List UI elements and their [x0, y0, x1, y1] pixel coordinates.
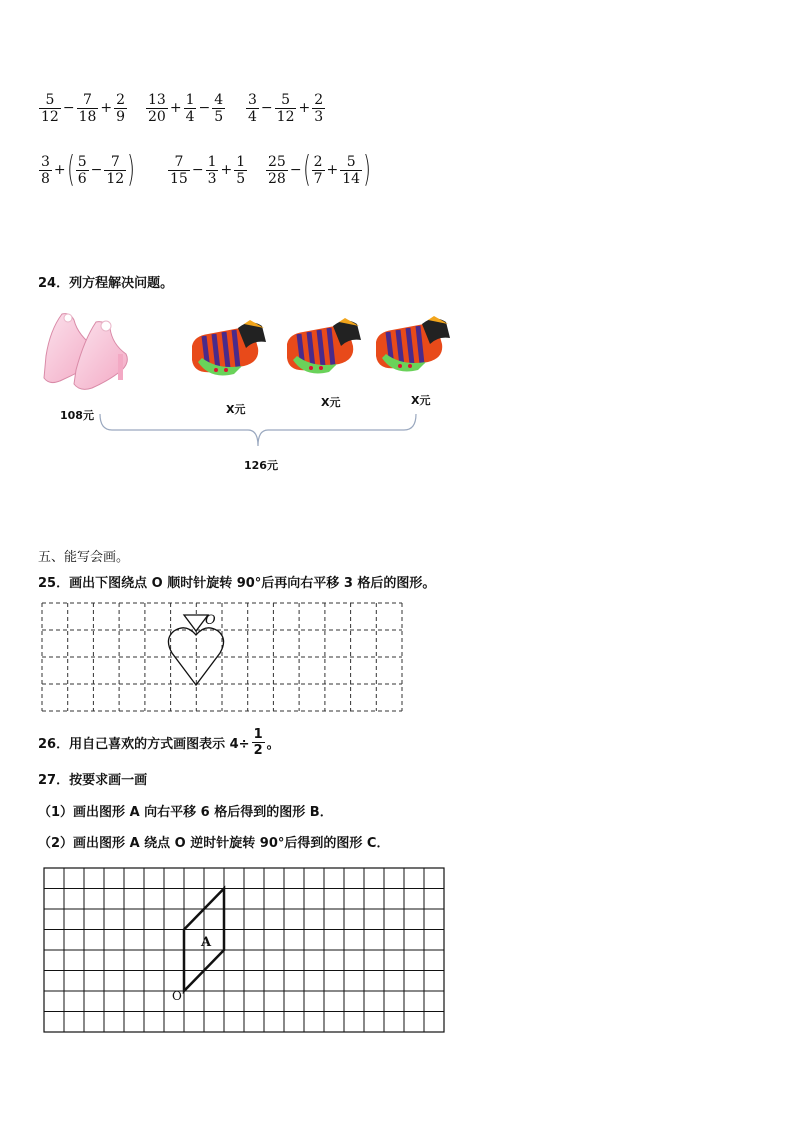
socks-image-1 [188, 318, 270, 380]
fraction: $\frac{5}{12}$ [276, 91, 295, 125]
q25-point-o-label: O [205, 613, 216, 628]
expression-5 [167, 148, 248, 192]
fraction: $\frac{2}{3}$ [314, 91, 324, 125]
question-27-part-2: （2）画出图形 A 绕点 O 逆时针旋转 90°后得到的图形 C． [38, 836, 390, 851]
fraction: $\frac{3}{4}$ [248, 91, 257, 125]
fraction: $\frac{13}{20}$ [148, 91, 166, 125]
operator: + [100, 100, 113, 116]
expression-3 [245, 86, 326, 130]
fraction: $\frac{1}{5}$ [236, 153, 246, 187]
fraction: $\frac{25}{28}$ [268, 153, 286, 187]
fraction: $\frac{5}{6}$ [77, 153, 87, 187]
fraction: $\frac{2}{9}$ [116, 91, 126, 125]
fraction: $\frac{2}{7}$ [313, 153, 323, 187]
operator: − [260, 100, 273, 116]
operator: − [90, 162, 103, 178]
expression-6 [265, 148, 371, 192]
fraction: $\frac{3}{8}$ [41, 153, 50, 187]
operator: − [62, 100, 75, 116]
curly-brace [98, 412, 420, 450]
operator: + [326, 162, 339, 178]
total-price-label: 126元 [244, 459, 278, 472]
fraction: $\frac{7}{15}$ [170, 153, 188, 187]
left-paren: ( [66, 149, 75, 190]
socks-image-2 [283, 316, 365, 378]
sock-price-label-1: X元 [226, 403, 246, 416]
operator: − [289, 162, 302, 178]
q26-suffix: 。 [266, 737, 280, 752]
question-26-title [38, 727, 280, 758]
expression-2 [145, 86, 226, 130]
fraction: $\frac{5}{12}$ [41, 91, 59, 125]
operator: − [198, 100, 211, 116]
fraction: $\frac{1}{4}$ [185, 91, 195, 125]
shoe-price-label: 108元 [60, 409, 94, 422]
fraction: $\frac{7}{18}$ [78, 91, 97, 125]
expression-1 [38, 86, 128, 130]
q27-grid [42, 866, 446, 1034]
socks-image-3 [372, 314, 454, 376]
q26-fraction: $\frac{1}{2}$ [253, 727, 263, 758]
sock-price-label-2: X元 [321, 396, 341, 409]
right-paren: ) [363, 149, 371, 190]
q27-shape-a-label: A [201, 935, 212, 950]
section-5-title: 五、能写会画。 [38, 550, 130, 565]
fraction: $\frac{1}{3}$ [207, 153, 217, 187]
operator: + [53, 162, 66, 178]
high-heel-shoes-image [40, 308, 132, 394]
operator: + [169, 100, 182, 116]
fraction: $\frac{4}{5}$ [214, 91, 224, 125]
expression-4 [38, 148, 135, 192]
question-24-title: 24．列方程解决问题。 [38, 276, 174, 291]
sock-price-label-3: X元 [411, 394, 431, 407]
question-27-title: 27．按要求画一画 [38, 773, 148, 788]
right-paren: ) [127, 149, 136, 190]
question-25-title: 25．画出下图绕点 O 顺时针旋转 90°后再向右平移 3 格后的图形。 [38, 576, 436, 591]
left-paren: ( [302, 149, 311, 190]
q26-prefix: 26．用自己喜欢的方式画图表示 4÷ [38, 737, 250, 752]
fraction: $\frac{5}{14}$ [342, 153, 361, 187]
operator: + [220, 162, 233, 178]
operator: + [298, 100, 311, 116]
question-27-part-1: （1）画出图形 A 向右平移 6 格后得到的图形 B． [38, 805, 333, 820]
q27-point-o-label: O [172, 989, 182, 1003]
operator: − [191, 162, 204, 178]
fraction: $\frac{7}{12}$ [106, 153, 125, 187]
q25-dashed-grid [40, 601, 404, 713]
